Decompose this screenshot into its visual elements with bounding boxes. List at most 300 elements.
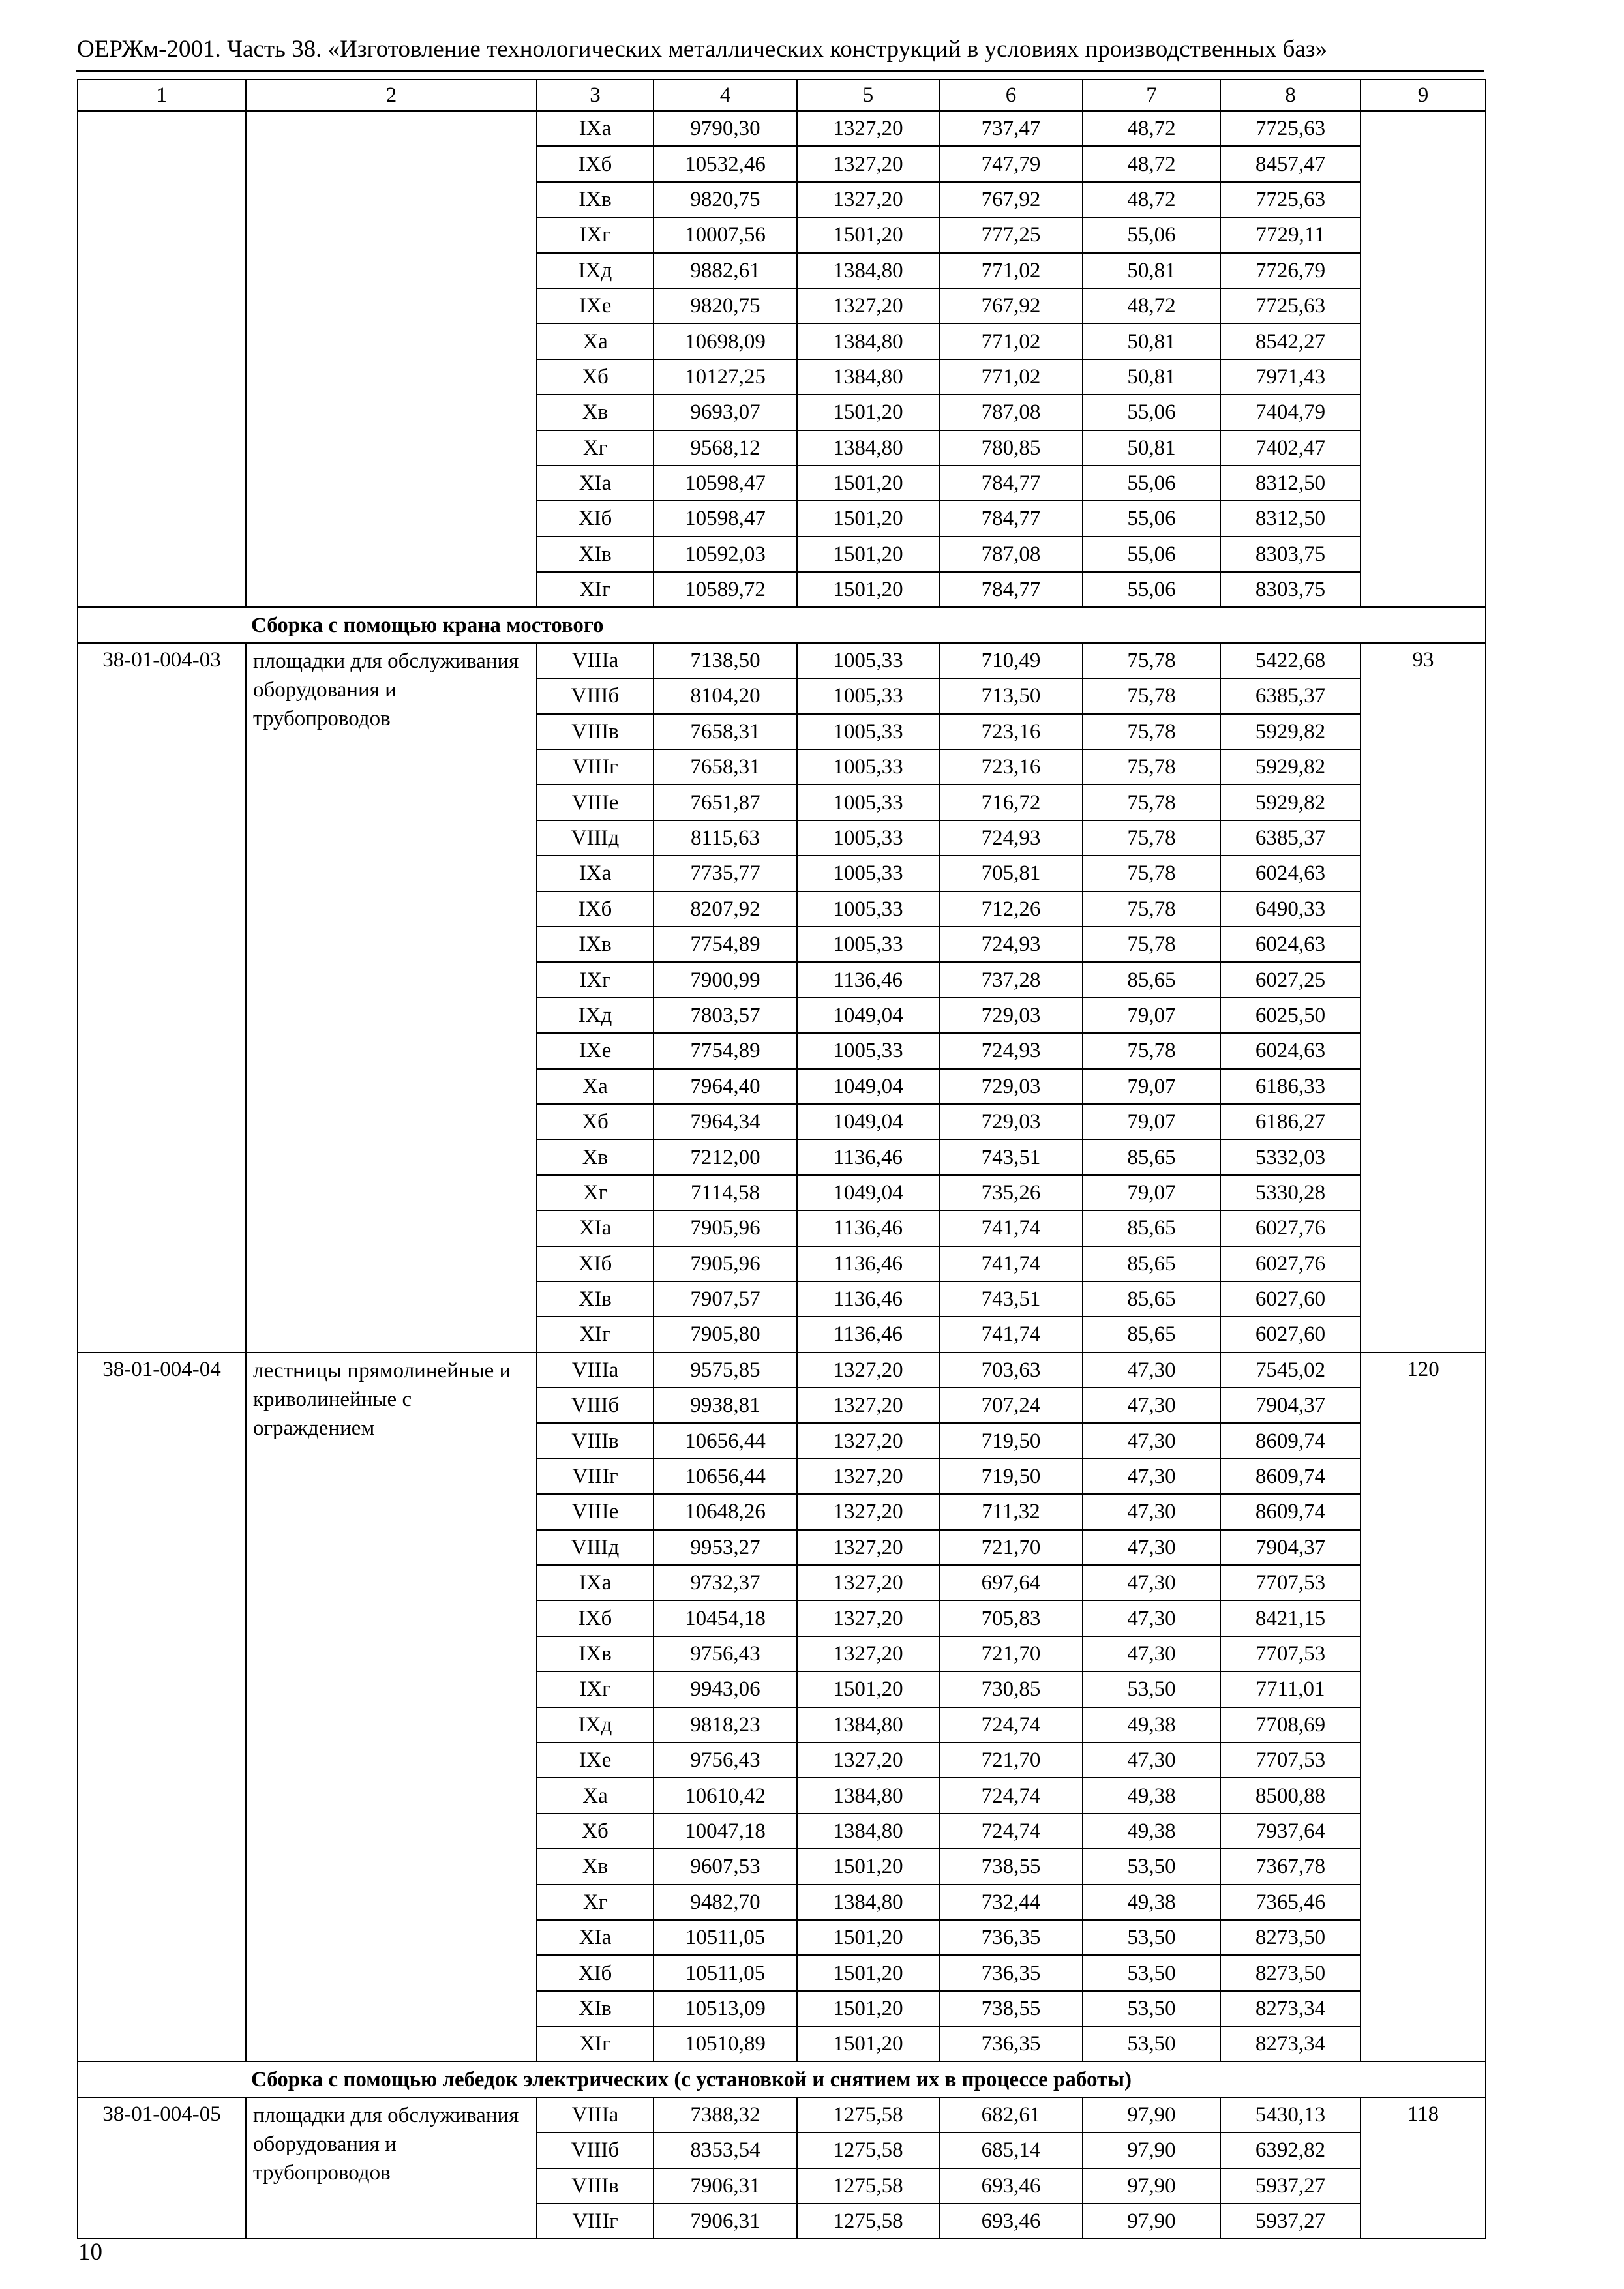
value-col6: 736,35 xyxy=(939,1920,1083,1955)
value-col8: 8312,50 xyxy=(1220,501,1361,536)
value-col8: 6385,37 xyxy=(1220,820,1361,856)
value-col4: 10656,44 xyxy=(654,1459,797,1494)
value-col7: 47,30 xyxy=(1083,1494,1220,1529)
zone-cell: VIIIд xyxy=(537,1530,654,1565)
value-col7: 50,81 xyxy=(1083,430,1220,466)
zone-cell: XIг xyxy=(537,572,654,607)
value-col4: 10598,47 xyxy=(654,501,797,536)
value-col7: 47,30 xyxy=(1083,1565,1220,1600)
value-col4: 7905,96 xyxy=(654,1246,797,1281)
value-col8: 6385,37 xyxy=(1220,678,1361,713)
value-col6: 735,26 xyxy=(939,1175,1083,1210)
value-col5: 1384,80 xyxy=(797,430,939,466)
value-col6: 724,93 xyxy=(939,820,1083,856)
rate-description: площадки для обслуживания оборудования и трубопроводов xyxy=(246,643,537,1353)
value-col6: 747,79 xyxy=(939,146,1083,181)
value-col6: 719,50 xyxy=(939,1459,1083,1494)
zone-cell: Xб xyxy=(537,359,654,395)
value-col5: 1384,80 xyxy=(797,359,939,395)
value-col6: 705,81 xyxy=(939,856,1083,891)
value-col5: 1136,46 xyxy=(797,962,939,997)
value-col8: 7707,53 xyxy=(1220,1743,1361,1778)
value-col4: 9943,06 xyxy=(654,1671,797,1707)
value-col8: 6186,33 xyxy=(1220,1069,1361,1104)
zone-cell: XIг xyxy=(537,2026,654,2061)
table-row xyxy=(78,2097,1486,2132)
value-col5: 1136,46 xyxy=(797,1246,939,1281)
zone-cell: IXг xyxy=(537,217,654,252)
value-col6: 767,92 xyxy=(939,288,1083,323)
value-col5: 1501,20 xyxy=(797,395,939,430)
value-col4: 10698,09 xyxy=(654,323,797,359)
value-col8: 6025,50 xyxy=(1220,998,1361,1033)
value-col5: 1327,20 xyxy=(797,1353,939,1388)
value-col5: 1005,33 xyxy=(797,1033,939,1068)
zone-cell: VIIIг xyxy=(537,749,654,785)
value-col5: 1327,20 xyxy=(797,1530,939,1565)
value-col7: 47,30 xyxy=(1083,1459,1220,1494)
value-col4: 9820,75 xyxy=(654,288,797,323)
value-col6: 685,14 xyxy=(939,2132,1083,2168)
value-col8: 6027,60 xyxy=(1220,1317,1361,1352)
value-col5: 1501,20 xyxy=(797,217,939,252)
value-col8: 6027,76 xyxy=(1220,1210,1361,1246)
value-col4: 10047,18 xyxy=(654,1814,797,1849)
value-col4: 9607,53 xyxy=(654,1849,797,1884)
value-col8: 5330,28 xyxy=(1220,1175,1361,1210)
value-col5: 1005,33 xyxy=(797,785,939,820)
value-col8: 5937,27 xyxy=(1220,2204,1361,2239)
rate-description xyxy=(246,111,537,607)
value-col6: 784,77 xyxy=(939,572,1083,607)
value-col6: 710,49 xyxy=(939,643,1083,678)
value-col6: 732,44 xyxy=(939,1885,1083,1920)
value-col6: 736,35 xyxy=(939,2026,1083,2061)
value-col7: 47,30 xyxy=(1083,1743,1220,1778)
page-number: 10 xyxy=(78,2239,102,2266)
zone-cell: IXб xyxy=(537,891,654,927)
value-col8: 7725,63 xyxy=(1220,111,1361,146)
column-number: 1 xyxy=(78,80,246,111)
zone-cell: VIIIг xyxy=(537,1459,654,1494)
value-col6: 716,72 xyxy=(939,785,1083,820)
value-col6: 738,55 xyxy=(939,1991,1083,2026)
value-col6: 682,61 xyxy=(939,2097,1083,2132)
zone-cell: XIв xyxy=(537,1991,654,2026)
value-col7: 49,38 xyxy=(1083,1707,1220,1743)
col9-value: 118 xyxy=(1361,2097,1486,2239)
section-title: Сборка с помощью лебедок электрических (с установкой и снятием их в процессе работы) xyxy=(78,2061,1486,2097)
value-col5: 1501,20 xyxy=(797,1955,939,1990)
value-col6: 743,51 xyxy=(939,1281,1083,1317)
value-col8: 8609,74 xyxy=(1220,1494,1361,1529)
value-col8: 7708,69 xyxy=(1220,1707,1361,1743)
value-col4: 9820,75 xyxy=(654,182,797,217)
value-col4: 9693,07 xyxy=(654,395,797,430)
value-col7: 55,06 xyxy=(1083,572,1220,607)
value-col7: 48,72 xyxy=(1083,111,1220,146)
value-col5: 1005,33 xyxy=(797,927,939,962)
rate-description: площадки для обслуживания оборудования и трубопроводов xyxy=(246,2097,537,2239)
value-col4: 9790,30 xyxy=(654,111,797,146)
value-col5: 1136,46 xyxy=(797,1317,939,1352)
value-col7: 97,90 xyxy=(1083,2132,1220,2168)
value-col6: 743,51 xyxy=(939,1139,1083,1174)
zone-cell: Xб xyxy=(537,1104,654,1139)
value-col8: 5332,03 xyxy=(1220,1139,1361,1174)
rates-table xyxy=(77,79,1486,2239)
value-col6: 741,74 xyxy=(939,1317,1083,1352)
value-col7: 47,30 xyxy=(1083,1353,1220,1388)
value-col5: 1005,33 xyxy=(797,643,939,678)
value-col4: 7900,99 xyxy=(654,962,797,997)
value-col7: 49,38 xyxy=(1083,1885,1220,1920)
value-col5: 1384,80 xyxy=(797,1814,939,1849)
value-col4: 10511,05 xyxy=(654,1920,797,1955)
value-col8: 6027,25 xyxy=(1220,962,1361,997)
value-col7: 97,90 xyxy=(1083,2168,1220,2204)
value-col4: 10513,09 xyxy=(654,1991,797,2026)
value-col4: 7907,57 xyxy=(654,1281,797,1317)
value-col8: 8303,75 xyxy=(1220,572,1361,607)
value-col7: 55,06 xyxy=(1083,501,1220,536)
value-col5: 1005,33 xyxy=(797,891,939,927)
value-col4: 7964,34 xyxy=(654,1104,797,1139)
value-col5: 1327,20 xyxy=(797,1423,939,1458)
zone-cell: VIIIд xyxy=(537,820,654,856)
value-col8: 7971,43 xyxy=(1220,359,1361,395)
zone-cell: VIIIг xyxy=(537,2204,654,2239)
value-col5: 1501,20 xyxy=(797,466,939,501)
value-col7: 47,30 xyxy=(1083,1388,1220,1423)
value-col7: 75,78 xyxy=(1083,749,1220,785)
value-col5: 1501,20 xyxy=(797,1920,939,1955)
column-number: 6 xyxy=(939,80,1083,111)
value-col7: 53,50 xyxy=(1083,1991,1220,2026)
value-col8: 7707,53 xyxy=(1220,1636,1361,1671)
value-col8: 5430,13 xyxy=(1220,2097,1361,2132)
value-col5: 1049,04 xyxy=(797,1175,939,1210)
zone-cell: XIа xyxy=(537,1210,654,1246)
zone-cell: Xг xyxy=(537,1885,654,1920)
value-col6: 780,85 xyxy=(939,430,1083,466)
value-col7: 47,30 xyxy=(1083,1423,1220,1458)
col9-value: 93 xyxy=(1361,643,1486,1353)
value-col7: 53,50 xyxy=(1083,2026,1220,2061)
value-col7: 75,78 xyxy=(1083,856,1220,891)
value-col5: 1384,80 xyxy=(797,323,939,359)
value-col4: 10532,46 xyxy=(654,146,797,181)
value-col8: 6392,82 xyxy=(1220,2132,1361,2168)
value-col4: 7905,80 xyxy=(654,1317,797,1352)
zone-cell: Xб xyxy=(537,1814,654,1849)
value-col5: 1327,20 xyxy=(797,1494,939,1529)
value-col4: 8207,92 xyxy=(654,891,797,927)
value-col4: 9482,70 xyxy=(654,1885,797,1920)
value-col4: 7754,89 xyxy=(654,927,797,962)
value-col7: 75,78 xyxy=(1083,927,1220,962)
value-col8: 5929,82 xyxy=(1220,785,1361,820)
column-number: 5 xyxy=(797,80,939,111)
value-col8: 8273,50 xyxy=(1220,1955,1361,1990)
zone-cell: IXа xyxy=(537,111,654,146)
value-col8: 7725,63 xyxy=(1220,182,1361,217)
value-col6: 787,08 xyxy=(939,395,1083,430)
value-col8: 6027,76 xyxy=(1220,1246,1361,1281)
zone-cell: IXа xyxy=(537,856,654,891)
zone-cell: VIIIб xyxy=(537,1388,654,1423)
zone-cell: Xв xyxy=(537,1849,654,1884)
value-col4: 10511,05 xyxy=(654,1955,797,1990)
value-col6: 711,32 xyxy=(939,1494,1083,1529)
zone-cell: Xг xyxy=(537,430,654,466)
value-col6: 723,16 xyxy=(939,714,1083,749)
value-col7: 79,07 xyxy=(1083,1175,1220,1210)
value-col8: 7904,37 xyxy=(1220,1530,1361,1565)
zone-cell: VIIIа xyxy=(537,1353,654,1388)
column-number: 7 xyxy=(1083,80,1220,111)
section-row xyxy=(78,2061,1486,2097)
value-col4: 8353,54 xyxy=(654,2132,797,2168)
value-col4: 7651,87 xyxy=(654,785,797,820)
value-col7: 47,30 xyxy=(1083,1600,1220,1636)
value-col7: 75,78 xyxy=(1083,891,1220,927)
value-col6: 737,28 xyxy=(939,962,1083,997)
value-col6: 741,74 xyxy=(939,1210,1083,1246)
value-col8: 6027,60 xyxy=(1220,1281,1361,1317)
value-col8: 8421,15 xyxy=(1220,1600,1361,1636)
value-col5: 1005,33 xyxy=(797,714,939,749)
value-col8: 8609,74 xyxy=(1220,1423,1361,1458)
value-col4: 7803,57 xyxy=(654,998,797,1033)
value-col8: 8312,50 xyxy=(1220,466,1361,501)
value-col5: 1327,20 xyxy=(797,1565,939,1600)
value-col6: 721,70 xyxy=(939,1743,1083,1778)
value-col4: 7906,31 xyxy=(654,2204,797,2239)
value-col8: 8542,27 xyxy=(1220,323,1361,359)
value-col6: 719,50 xyxy=(939,1423,1083,1458)
zone-cell: Xв xyxy=(537,1139,654,1174)
column-number: 3 xyxy=(537,80,654,111)
zone-cell: VIIIб xyxy=(537,2132,654,2168)
zone-cell: IXб xyxy=(537,146,654,181)
rate-code: 38-01-004-05 xyxy=(78,2097,246,2239)
zone-cell: XIа xyxy=(537,466,654,501)
value-col7: 85,65 xyxy=(1083,1210,1220,1246)
value-col6: 724,74 xyxy=(939,1778,1083,1813)
value-col6: 721,70 xyxy=(939,1530,1083,1565)
value-col6: 705,83 xyxy=(939,1600,1083,1636)
value-col5: 1384,80 xyxy=(797,253,939,288)
zone-cell: IXе xyxy=(537,288,654,323)
value-col8: 7707,53 xyxy=(1220,1565,1361,1600)
value-col4: 9568,12 xyxy=(654,430,797,466)
value-col4: 9575,85 xyxy=(654,1353,797,1388)
value-col6: 724,74 xyxy=(939,1814,1083,1849)
value-col7: 47,30 xyxy=(1083,1636,1220,1671)
value-col8: 5929,82 xyxy=(1220,749,1361,785)
zone-cell: Xа xyxy=(537,1778,654,1813)
value-col7: 49,38 xyxy=(1083,1778,1220,1813)
value-col5: 1501,20 xyxy=(797,1849,939,1884)
value-col8: 7725,63 xyxy=(1220,288,1361,323)
value-col7: 49,38 xyxy=(1083,1814,1220,1849)
value-col6: 712,26 xyxy=(939,891,1083,927)
value-col5: 1501,20 xyxy=(797,537,939,572)
value-col6: 771,02 xyxy=(939,359,1083,395)
value-col4: 7906,31 xyxy=(654,2168,797,2204)
value-col4: 9882,61 xyxy=(654,253,797,288)
value-col7: 48,72 xyxy=(1083,288,1220,323)
value-col7: 48,72 xyxy=(1083,182,1220,217)
zone-cell: IXг xyxy=(537,962,654,997)
value-col8: 8303,75 xyxy=(1220,537,1361,572)
value-col4: 10592,03 xyxy=(654,537,797,572)
value-col4: 7735,77 xyxy=(654,856,797,891)
zone-cell: IXд xyxy=(537,998,654,1033)
zone-cell: Xв xyxy=(537,395,654,430)
value-col4: 10454,18 xyxy=(654,1600,797,1636)
value-col8: 7545,02 xyxy=(1220,1353,1361,1388)
value-col7: 79,07 xyxy=(1083,998,1220,1033)
value-col6: 738,55 xyxy=(939,1849,1083,1884)
value-col6: 771,02 xyxy=(939,323,1083,359)
zone-cell: Xг xyxy=(537,1175,654,1210)
value-col5: 1327,20 xyxy=(797,146,939,181)
value-col8: 5422,68 xyxy=(1220,643,1361,678)
value-col4: 7754,89 xyxy=(654,1033,797,1068)
value-col8: 7404,79 xyxy=(1220,395,1361,430)
value-col8: 7904,37 xyxy=(1220,1388,1361,1423)
table-row xyxy=(78,1353,1486,1388)
value-col8: 7729,11 xyxy=(1220,217,1361,252)
value-col4: 9732,37 xyxy=(654,1565,797,1600)
value-col6: 693,46 xyxy=(939,2204,1083,2239)
zone-cell: XIа xyxy=(537,1920,654,1955)
value-col5: 1327,20 xyxy=(797,1388,939,1423)
value-col7: 75,78 xyxy=(1083,820,1220,856)
value-col4: 10007,56 xyxy=(654,217,797,252)
value-col5: 1136,46 xyxy=(797,1139,939,1174)
zone-cell: XIб xyxy=(537,501,654,536)
value-col4: 9818,23 xyxy=(654,1707,797,1743)
value-col7: 55,06 xyxy=(1083,217,1220,252)
value-col4: 8115,63 xyxy=(654,820,797,856)
table-row xyxy=(78,643,1486,678)
value-col5: 1049,04 xyxy=(797,1104,939,1139)
value-col7: 55,06 xyxy=(1083,466,1220,501)
value-col4: 10510,89 xyxy=(654,2026,797,2061)
value-col5: 1327,20 xyxy=(797,1636,939,1671)
value-col8: 7711,01 xyxy=(1220,1671,1361,1707)
value-col8: 6024,63 xyxy=(1220,927,1361,962)
value-col8: 8500,88 xyxy=(1220,1778,1361,1813)
value-col7: 50,81 xyxy=(1083,359,1220,395)
value-col6: 724,74 xyxy=(939,1707,1083,1743)
value-col5: 1275,58 xyxy=(797,2132,939,2168)
column-number: 2 xyxy=(246,80,537,111)
value-col5: 1327,20 xyxy=(797,1600,939,1636)
value-col5: 1327,20 xyxy=(797,111,939,146)
value-col7: 53,50 xyxy=(1083,1671,1220,1707)
zone-cell: IXг xyxy=(537,1671,654,1707)
value-col7: 55,06 xyxy=(1083,395,1220,430)
value-col4: 10598,47 xyxy=(654,466,797,501)
zone-cell: XIв xyxy=(537,537,654,572)
value-col5: 1049,04 xyxy=(797,1069,939,1104)
zone-cell: IXв xyxy=(537,927,654,962)
value-col8: 7365,46 xyxy=(1220,1885,1361,1920)
value-col8: 8273,34 xyxy=(1220,2026,1361,2061)
value-col7: 75,78 xyxy=(1083,714,1220,749)
value-col8: 6024,63 xyxy=(1220,856,1361,891)
zone-cell: XIб xyxy=(537,1246,654,1281)
zone-cell: IXв xyxy=(537,182,654,217)
value-col5: 1275,58 xyxy=(797,2204,939,2239)
value-col7: 50,81 xyxy=(1083,323,1220,359)
zone-cell: IXа xyxy=(537,1565,654,1600)
value-col4: 9938,81 xyxy=(654,1388,797,1423)
zone-cell: XIб xyxy=(537,1955,654,1990)
value-col4: 7905,96 xyxy=(654,1210,797,1246)
value-col6: 729,03 xyxy=(939,1069,1083,1104)
value-col6: 724,93 xyxy=(939,1033,1083,1068)
value-col8: 6490,33 xyxy=(1220,891,1361,927)
zone-cell: Xа xyxy=(537,323,654,359)
value-col6: 693,46 xyxy=(939,2168,1083,2204)
value-col5: 1136,46 xyxy=(797,1210,939,1246)
value-col5: 1501,20 xyxy=(797,501,939,536)
value-col4: 9953,27 xyxy=(654,1530,797,1565)
value-col7: 53,50 xyxy=(1083,1849,1220,1884)
value-col6: 703,63 xyxy=(939,1353,1083,1388)
value-col6: 730,85 xyxy=(939,1671,1083,1707)
value-col8: 6024,63 xyxy=(1220,1033,1361,1068)
value-col7: 50,81 xyxy=(1083,253,1220,288)
zone-cell: VIIIв xyxy=(537,2168,654,2204)
header-rule xyxy=(76,70,1484,72)
value-col8: 5929,82 xyxy=(1220,714,1361,749)
rate-description: лестницы прямолинейные и криволинейные с ограждением xyxy=(246,1353,537,2062)
zone-cell: VIIIб xyxy=(537,678,654,713)
value-col4: 10127,25 xyxy=(654,359,797,395)
value-col5: 1501,20 xyxy=(797,1991,939,2026)
value-col8: 6186,27 xyxy=(1220,1104,1361,1139)
value-col7: 48,72 xyxy=(1083,146,1220,181)
zone-cell: VIIIе xyxy=(537,1494,654,1529)
value-col4: 7658,31 xyxy=(654,749,797,785)
value-col7: 53,50 xyxy=(1083,1955,1220,1990)
value-col4: 7114,58 xyxy=(654,1175,797,1210)
value-col8: 7367,78 xyxy=(1220,1849,1361,1884)
value-col5: 1384,80 xyxy=(797,1778,939,1813)
value-col5: 1501,20 xyxy=(797,1671,939,1707)
value-col6: 707,24 xyxy=(939,1388,1083,1423)
value-col6: 737,47 xyxy=(939,111,1083,146)
zone-cell: VIIIа xyxy=(537,643,654,678)
value-col7: 75,78 xyxy=(1083,678,1220,713)
value-col4: 9756,43 xyxy=(654,1636,797,1671)
value-col6: 736,35 xyxy=(939,1955,1083,1990)
value-col6: 787,08 xyxy=(939,537,1083,572)
value-col4: 10589,72 xyxy=(654,572,797,607)
zone-cell: Xа xyxy=(537,1069,654,1104)
value-col5: 1327,20 xyxy=(797,288,939,323)
value-col6: 784,77 xyxy=(939,501,1083,536)
value-col8: 7937,64 xyxy=(1220,1814,1361,1849)
zone-cell: VIIIв xyxy=(537,714,654,749)
zone-cell: VIIIа xyxy=(537,2097,654,2132)
